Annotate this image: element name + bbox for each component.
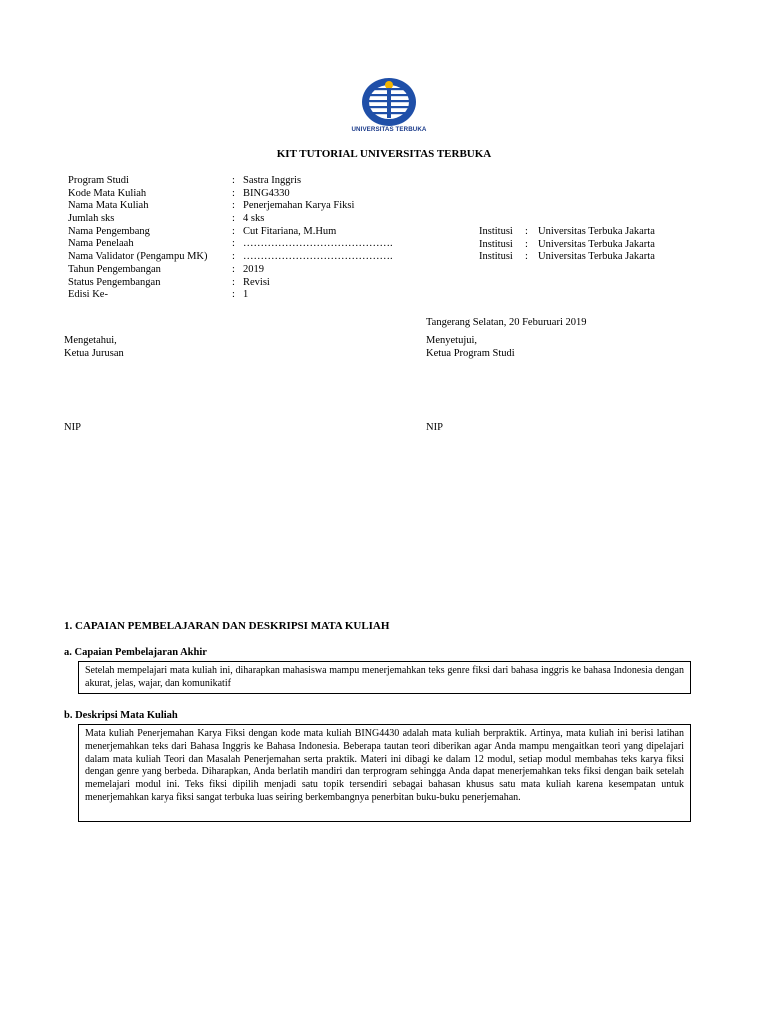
document-title: KIT TUTORIAL UNIVERSITAS TERBUKA <box>276 148 492 160</box>
info-value: ……………………………………. <box>243 251 393 263</box>
info-value: 1 <box>243 289 249 301</box>
left-sign-nip: NIP <box>64 422 81 433</box>
subsection-b-heading: b. Deskripsi Mata Kuliah <box>64 710 178 721</box>
info-label: Nama Pengembang <box>68 225 150 237</box>
logo-text: UNIVERSITAS TERBUKA <box>351 126 427 133</box>
info-separator: : <box>232 225 235 237</box>
info-separator: : <box>232 251 235 263</box>
institution-separator: : <box>525 238 528 250</box>
right-sign-nip: NIP <box>426 422 443 433</box>
info-label: Nama Penelaah <box>68 238 134 250</box>
info-separator: : <box>232 175 235 186</box>
info-value: Penerjemahan Karya Fiksi <box>243 200 355 212</box>
left-sign-role: Ketua Jurusan <box>64 348 124 359</box>
left-sign-line1: Mengetahui, <box>64 335 117 346</box>
institution-separator: : <box>525 226 528 237</box>
info-label: Tahun Pengembangan <box>68 263 161 275</box>
info-value: BING4330 <box>243 187 290 199</box>
info-label: Status Pengembangan <box>68 276 161 288</box>
institution-value: Universitas Terbuka Jakarta <box>538 226 655 237</box>
institution-value: Universitas Terbuka Jakarta <box>538 238 655 250</box>
info-label: Kode Mata Kuliah <box>68 187 147 199</box>
info-label: Nama Validator (Pengampu MK) <box>68 251 208 263</box>
institution-label: Institusi <box>479 238 513 250</box>
info-separator: : <box>232 200 235 212</box>
institution-separator: : <box>525 251 528 263</box>
info-separator: : <box>232 276 235 288</box>
info-separator: : <box>232 213 235 225</box>
subsection-a-heading: a. Capaian Pembelajaran Akhir <box>64 647 207 658</box>
info-value: Revisi <box>243 276 270 288</box>
info-separator: : <box>232 238 235 250</box>
info-value: 4 sks <box>243 213 265 225</box>
info-label: Program Studi <box>68 175 129 186</box>
institution-label: Institusi <box>479 251 513 263</box>
info-label: Edisi Ke- <box>68 289 108 301</box>
info-separator: : <box>232 289 235 301</box>
right-sign-role: Ketua Program Studi <box>426 348 515 359</box>
institution-value: Universitas Terbuka Jakarta <box>538 251 655 263</box>
info-value: ……………………………………. <box>243 238 393 250</box>
info-separator: : <box>232 187 235 199</box>
section-heading: 1. CAPAIAN PEMBELAJARAN DAN DESKRIPSI MATA KULIAH <box>64 620 390 632</box>
info-label: Nama Mata Kuliah <box>68 200 149 212</box>
place-date: Tangerang Selatan, 20 Feburuari 2019 <box>426 317 587 328</box>
info-value: 2019 <box>243 263 264 275</box>
info-value: Cut Fitariana, M.Hum <box>243 225 337 237</box>
info-label: Jumlah sks <box>68 213 115 225</box>
info-separator: : <box>232 263 235 275</box>
right-sign-line1: Menyetujui, <box>426 335 478 346</box>
institution-label: Institusi <box>479 226 513 237</box>
info-value: Sastra Inggris <box>243 175 302 186</box>
learning-outcome-box: Setelah mempelajari mata kuliah ini, diharapkan mahasiswa mampu menerjemahkan teks genre fiksi dari bahasa inggris ke bahasa Indonesia dengan akurat, jelas, wajar, dan komunikatif <box>78 661 691 694</box>
course-description-box: Mata kuliah Penerjemahan Karya Fiksi dengan kode mata kuliah BING4430 adalah mata kuliah berpraktik. Artinya, mata kuliah ini berisi latihan menerjemahkan teks dari Bahasa Inggris ke Bahasa Indonesia. Beberapa tautan teori diberikan agar Anda mampu mengaitkan teori yang dipelajari dalam mata kuliah Teori dan Masalah Penerjemahan serta praktik. Materi ini dibagi ke dalam 12 modul, setiap modul membahas teks karya fiksi dengan genre yang berbeda. Diharapkan, Anda berlatih mandiri dan terprogram sehingga Anda dapat menerjemahkan teks fiksi dengan baik setelah memelajari modul ini. Teks fiksi dipilih menjadi satu topik tersendiri sebagai bahasan khusus satu mata kuliah karena kesempatan untuk menerjemahkan karya fiksi sangat terbuka luas seiring berkembangnya penerbitan buku-buku penerjemahan. <box>78 724 691 822</box>
